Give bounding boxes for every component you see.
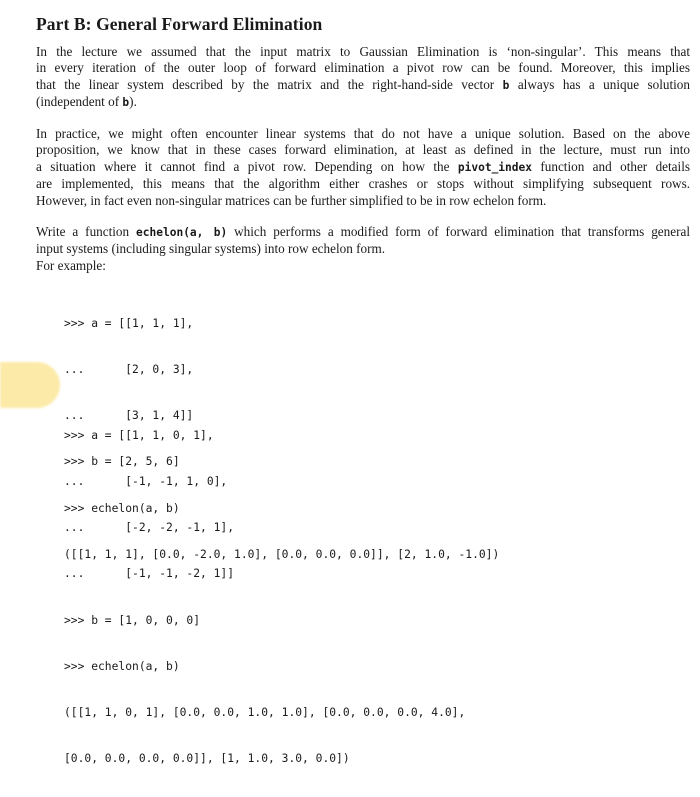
- inline-code-echelon: echelon(a, b): [136, 226, 228, 239]
- paragraph-line: proposition, we know that in these cases forward elimination, at least as defined in the lecture, must run into: [36, 142, 690, 158]
- paragraph-line: a situation where it cannot find a pivot row. Depending on how the pivot_index function and other details: [36, 158, 690, 174]
- inline-code-b: b: [122, 96, 130, 110]
- paragraph-line: (independent of b).: [36, 94, 137, 110]
- paragraph-line: However, in fact even non-singular matrices can be further simplified to be in row echelon form.: [36, 192, 547, 208]
- paragraph-line: input systems (including singular systems) into row echelon form.: [36, 241, 386, 257]
- paragraph-line: in every iteration of the outer loop of forward elimination a pivot row can be found. Moreover, this implies: [36, 60, 690, 76]
- code-line: ... [2, 0, 3],: [64, 363, 194, 377]
- paragraph-line: Write a function echelon(a, b) which performs a modified form of forward elimination that transforms general: [36, 224, 691, 239]
- highlighter-mark: [0, 362, 60, 408]
- code-line: >>> echelon(a, b): [64, 659, 180, 673]
- paragraph-line: In practice, we might often encounter linear systems that do not have a unique solution. Based on the above: [36, 126, 690, 141]
- code-example-2: [64, 397, 465, 797]
- paragraph-practice: [36, 126, 690, 209]
- code-line: ... [-1, -1, -2, 1]]: [64, 567, 235, 581]
- code-line: >>> a = [[1, 1, 1],: [64, 316, 194, 330]
- code-line: ... [-1, -1, 1, 0],: [64, 475, 228, 489]
- paragraph-nonsingular: [36, 44, 690, 112]
- section-heading: Part B: General Forward Elimination: [36, 14, 323, 34]
- inline-code-b: b: [502, 78, 510, 92]
- code-line: >>> b = [2, 5, 6]: [64, 455, 180, 469]
- code-line: ([[1, 1, 1], [0.0, -2.0, 1.0], [0.0, 0.0, 0.0]], [2, 1.0, -1.0]): [64, 547, 500, 561]
- paragraph-line: In the lecture we assumed that the input matrix to Gaussian Elimination is ‘non-singular’. This means that: [36, 44, 690, 59]
- code-line: >>> b = [1, 0, 0, 0]: [64, 613, 201, 627]
- code-line: ([[1, 1, 0, 1], [0.0, 0.0, 1.0, 1.0], [0.0, 0.0, 0.0, 4.0],: [64, 706, 466, 720]
- paragraph-line: For example:: [36, 257, 106, 273]
- code-line: ... [-2, -2, -1, 1],: [64, 521, 235, 535]
- code-line: >>> echelon(a, b): [64, 501, 180, 515]
- paragraph-line: are implemented, this means that the algorithm either crashes or stops without simplifying subsequent rows.: [36, 176, 690, 192]
- code-line: ... [3, 1, 4]]: [64, 409, 194, 423]
- inline-code-pivot-index: pivot_index: [457, 160, 532, 174]
- paragraph-line: that the linear system described by the matrix and the right-hand-side vector b always has a unique solution: [36, 76, 690, 92]
- code-line: [0.0, 0.0, 0.0, 0.0]], [1, 1.0, 3.0, 0.0]): [64, 752, 350, 766]
- paragraph-task: [36, 224, 690, 274]
- code-line: >>> a = [[1, 1, 0, 1],: [64, 428, 214, 442]
